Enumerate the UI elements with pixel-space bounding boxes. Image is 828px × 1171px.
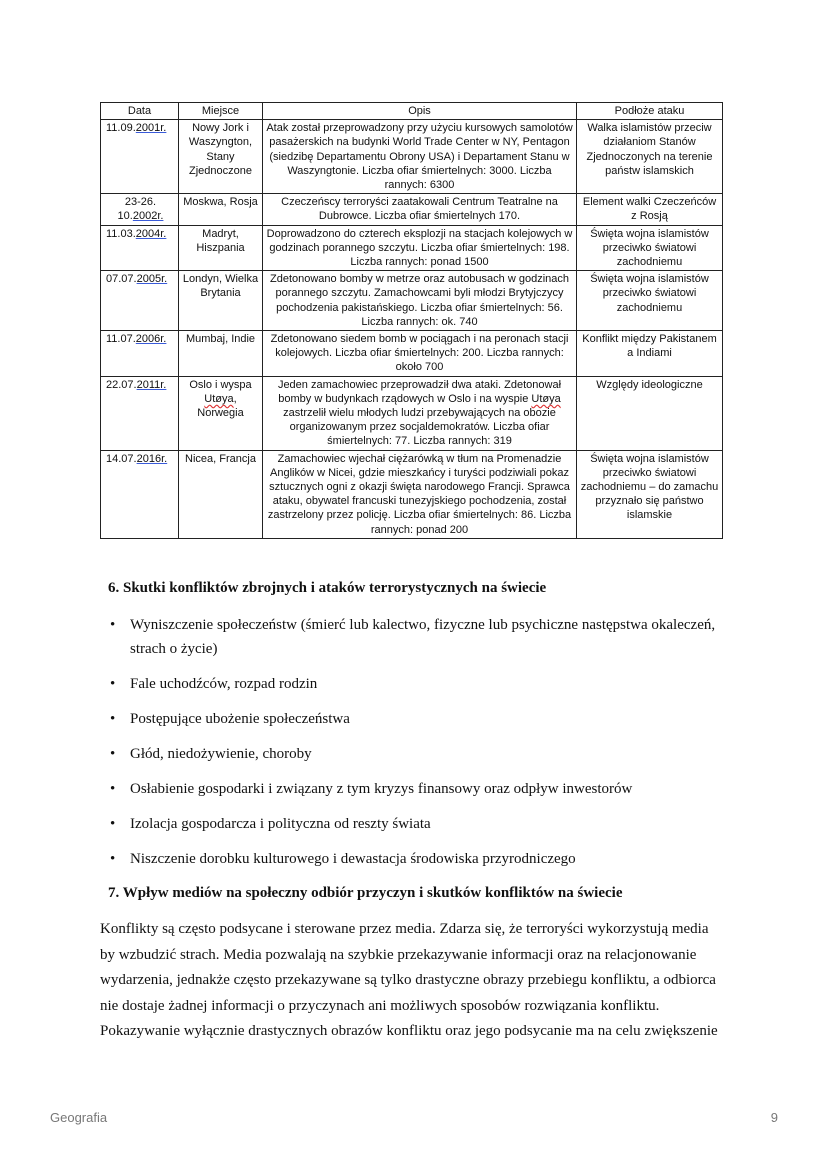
date-year: 2016r. [136, 452, 168, 465]
cell-description: Doprowadzono do czterech eksplozji na stacjach kolejowych w godzinach porannego szczytu. Liczba ofiar śmiertelnych: 198. Liczba rannych: ponad 1500 [263, 225, 577, 271]
cell-basis: Święta wojna islamistów przeciwko światowi zachodniemu – do zamachu przyznało się państwo islamskie [577, 450, 723, 538]
list-item: • Postępujące ubożenie społeczeństwa [100, 707, 740, 731]
cell-date [101, 331, 179, 377]
header-description: Opis [263, 103, 577, 120]
media-paragraph: Konflikty są często podsycane i sterowane przez media. Zdarza się, że terroryści wykorzystują media by wzbudzić strach. Media pozwalają na szybkie przekazywanie informacji oraz na relacjonowanie wydarzenia, jednakże często przekazywane są tylko drastyczne obrazy przebiegu konfliktu, a odbiorca nie dostaje żadnej informacji o przyczynach ani możliwych sposobów rozwiązania konfliktu. Pokazywanie wyłącznie drastycznych obrazów konfliktu oraz jego podsycanie ma na celu zwiększenie [100, 921, 718, 1039]
table-header-row [101, 103, 723, 120]
place-spellcheck-word: Utøya [204, 392, 234, 405]
list-item: • Osłabienie gospodarki i związany z tym kryzys finansowy oraz odpływ inwestorów [100, 777, 740, 801]
cell-basis: Święta wojna islamistów przeciwko światowi zachodniemu [577, 271, 723, 331]
cell-place: Mumbaj, Indie [179, 331, 263, 377]
date-year: 2005r. [136, 273, 168, 286]
date-year: 2001r. [135, 122, 167, 135]
date-day: 11.03. [106, 227, 136, 240]
cell-basis: Względy ideologiczne [577, 376, 723, 450]
list-item: • Fale uchodźców, rozpad rodzin [100, 672, 740, 696]
date-day: 14.07. [106, 452, 137, 465]
cell-place [179, 376, 263, 450]
cell-description: Zdetonowano bomby w metrze oraz autobusach w godzinach porannego szczytu. Zamachowcami byli młodzi Brytyjczycy pochodzenia pakistańskiego. Liczba ofiar śmiertelnych: 56. Liczba rannych: ok. 740 [263, 271, 577, 331]
header-date: Data [101, 103, 179, 120]
cell-place: Nicea, Francja [179, 450, 263, 538]
cell-basis: Walka islamistów przeciw działaniom Stanów Zjednoczonych na terenie państw islamskich [577, 120, 723, 194]
date-day: 07.07. [106, 273, 137, 286]
header-place: Miejsce [179, 103, 263, 120]
cell-date [101, 376, 179, 450]
table-row [101, 331, 723, 377]
cell-description [263, 376, 577, 450]
table-row [101, 225, 723, 271]
date-year: 2004r. [135, 227, 167, 240]
date-day: 23-26. 10. [117, 196, 157, 223]
place-text: , Norwegia [197, 392, 244, 420]
cell-description: Zamachowiec wjechał ciężarówką w tłum na Promenadzie Anglików w Nicei, gdzie mieszkańcy i turyści podziwiali pokaz sztucznych ogni z okazji święta narodowego Francji. Sprawca ataku, obywatel francuski tunezyjskiego pochodzenia, został zastrzelony przez policję. Liczba ofiar śmiertelnych: 86. Liczba rannych: ponad 200 [263, 450, 577, 538]
cell-place: Moskwa, Rosja [179, 194, 263, 225]
date-year: 2006r. [135, 333, 167, 346]
place-text: Oslo i wyspa [189, 378, 252, 391]
list-item: • Głód, niedożywienie, choroby [100, 742, 740, 766]
cell-date [101, 194, 179, 225]
header-basis: Podłoże ataku [577, 103, 723, 120]
table-row [101, 376, 723, 450]
cell-description: Czeczeńscy terroryści zaatakowali Centrum Teatralne na Dubrowce. Liczba ofiar śmiertelnych 170. [263, 194, 577, 225]
effects-list [100, 613, 740, 871]
list-item: • Niszczenie dorobku kulturowego i dewastacja środowiska przyrodniczego [100, 847, 740, 871]
section-7-title: 7. Wpływ mediów na społeczny odbiór przyczyn i skutków konfliktów na świecie [108, 885, 623, 901]
date-year: 2002r. [132, 210, 164, 223]
cell-basis: Element walki Czeczeńców z Rosją [577, 194, 723, 225]
cell-description: Atak został przeprowadzony przy użyciu kursowych samolotów pasażerskich na budynki World Trade Center w NY, Pentagon (siedzibę Departamentu Obrony USA) i Departament Stanu w Waszyngtonie. Liczba ofiar śmiertelnych: 3000. Liczba rannych: 6300 [263, 120, 577, 194]
cell-date [101, 271, 179, 331]
list-item: • Wyniszczenie społeczeństw (śmierć lub kalectwo, fizyczne lub psychiczne następstwa okaleczeń, strach o życie) [100, 613, 740, 661]
date-day: 22.07. [106, 378, 137, 391]
cell-place: Madryt, Hiszpania [179, 225, 263, 271]
desc-text: Jeden zamachowiec przeprowadził dwa ataki. Zdetonował bomby w budynkach rządowych w Oslo i na wyspie [277, 378, 562, 405]
cell-date [101, 450, 179, 538]
footer-subject: Geografia [50, 1110, 108, 1125]
table-row [101, 271, 723, 331]
cell-date [101, 225, 179, 271]
date-day: 11.09. [106, 122, 136, 135]
cell-date [101, 120, 179, 194]
cell-description: Zdetonowano siedem bomb w pociągach i na peronach stacji kolejowych. Liczba ofiar śmiertelnych: 200. Liczba rannych: około 700 [263, 331, 577, 377]
footer-page-number: 9 [770, 1110, 778, 1125]
desc-text: zastrzelił wielu młodych ludzi przebywających na obozie organizowanym przez socjaldemokratów. Liczba ofiar śmiertelnych: 77. Liczba rannych: 319 [283, 407, 556, 448]
date-day: 11.07. [106, 333, 136, 346]
table-row [101, 120, 723, 194]
cell-place: Nowy Jork i Waszyngton, Stany Zjednoczone [179, 120, 263, 194]
table-row [101, 194, 723, 225]
list-item: • Izolacja gospodarcza i polityczna od reszty świata [100, 812, 740, 836]
table-row [101, 450, 723, 538]
table-container [100, 102, 722, 539]
date-year: 2011r. [136, 378, 167, 391]
cell-basis: Konflikt między Pakistanem a Indiami [577, 331, 723, 377]
section-6-title: 6. Skutki konfliktów zbrojnych i ataków terrorystycznych na świecie [108, 580, 547, 596]
cell-place: Londyn, Wielka Brytania [179, 271, 263, 331]
cell-basis: Święta wojna islamistów przeciwko światowi zachodniemu [577, 225, 723, 271]
desc-spellcheck-word: Utøya [531, 392, 561, 405]
terror-attacks-table [100, 102, 723, 539]
